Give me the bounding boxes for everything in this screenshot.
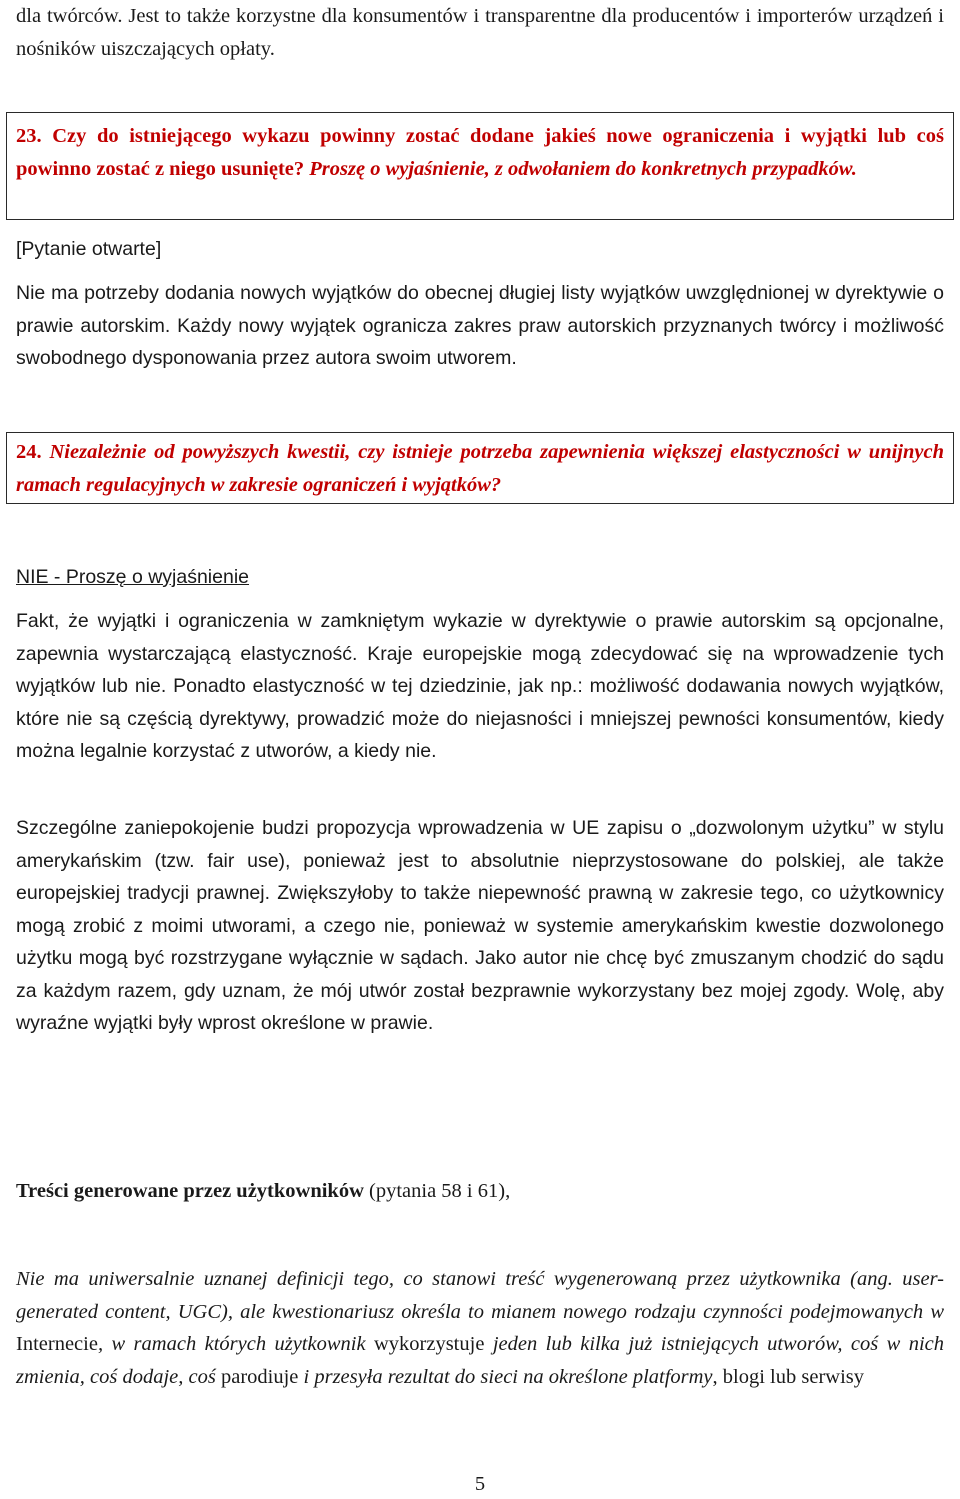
ugc-heading-line (16, 1175, 944, 1208)
question-24-text (16, 436, 944, 501)
ugc-text-italic-3: jeden lub kilka już istniejących utworów, coś w nich zmienia, coś dodaje, coś (16, 1333, 944, 1388)
question-23-instruction: Proszę o wyjaśnienie, z odwołaniem do konkretnych przypadków. (309, 157, 857, 180)
answer-23-part-b: Każdy nowy wyjątek ogranicza zakres praw autorskich przyznanych twórcy i możliwość swobodnego dysponowania przez autora swoim utworem. (16, 314, 944, 369)
intro-paragraph: dla twórców. Jest to także korzystne dla konsumentów i transparentne dla producentów i importerów urządzeń i nośników uiszczających opłaty. (16, 5, 944, 60)
ugc-text-italic-4: i przesyła rezultat do sieci na określone platformy (298, 1365, 713, 1388)
ugc-heading-suffix: (pytania 58 i 61), (363, 1180, 511, 1202)
question-23-question: Czy do istniejącego wykazu powinny zostać dodane jakieś nowe ograniczenia i wyjątki lub coś powinno zostać z niego usunięte? (16, 125, 944, 180)
ugc-paragraph (16, 1263, 944, 1393)
ugc-text-italic-2: , w ramach których użytkownik (97, 1333, 374, 1355)
answer-23-part-a: Nie ma potrzeby dodania nowych wyjątków do obecnej długiej listy wyjątków uwzględnionej w dyrektywie o prawie autorskim. (16, 282, 944, 337)
question-24-question: Niezależnie od powyższych kwestii, czy istnieje potrzeba zapewnienia większej elastyczności w unijnych ramach regulacyjnych w zakresie ograniczeń i wyjątków? (16, 441, 945, 496)
page-number: 5 (474, 1473, 486, 1495)
answer-24-paragraph-1: Fakt, że wyjątki i ograniczenia w zamkniętym wykazie w dyrektywie o prawie autorskim są opcjonalne, zapewnia wystarczającą elastyczność. Kraje europejskie mogą zdecydować się na wprowadzenie tych wyjątków lub nie. Ponadto elastyczność w tej dziedzinie, jak np.: możliwość dodawania nowych wyjątków, które nie są częścią dyrektywy, prowadzić może do niejasności i mniejszej pewności konsumentów, kiedy można legalnie korzystać z utworów, a kiedy nie. (16, 610, 944, 762)
ugc-text-italic-1: Nie ma uniwersalnie uznanej definicji tego, co stanowi treść wygenerowaną przez użytkownika (ang. user-generated content, UGC), ale kwestionariusz określa to mianem nowego rodzaju czynności podejmowanych w (16, 1268, 944, 1323)
ugc-text-plain-4: , blogi lub serwisy (712, 1365, 864, 1388)
answer-23-paragraph (16, 277, 944, 375)
ugc-text-plain-2: wykorzystuje (373, 1333, 485, 1355)
answer-24-choice: NIE - Proszę o wyjaśnienie (16, 566, 250, 588)
answer-type-label: [Pytanie otwarte] (16, 238, 162, 260)
ugc-heading: Treści generowane przez użytkowników (16, 1180, 364, 1202)
question-23-text (16, 120, 944, 185)
question-24-number: 24. (16, 441, 42, 463)
answer-24-paragraph-2: Szczególne zaniepokojenie budzi propozycja wprowadzenia w UE zapisu o „dozwolonym użytku” w stylu amerykańskim (tzw. fair use), ponieważ jest to absolutnie nieprzystosowane do polskiej, ale także europejskiej tradycji prawnej. Zwiększyłoby to także niepewność prawną w zakresie tego, co użytkownicy mogą zrobić z moimi utworami, a czego nie, ponieważ w systemie amerykańskim kwestie dozwolonego użytku mogą być rozstrzygane wyłącznie w sądach. Jako autor nie chcę być zmuszanym chodzić do sądu za każdym razem, gdy uznam, że mój utwór został bezprawnie wykorzystany bez mojej zgody. Wolę, aby wyraźne wyjątki były wprost określone w prawie. (16, 817, 944, 1034)
ugc-text-plain-1: Internecie (16, 1333, 98, 1355)
ugc-text-plain-3: parodiuje (220, 1365, 299, 1388)
question-23-number: 23. (16, 125, 42, 147)
